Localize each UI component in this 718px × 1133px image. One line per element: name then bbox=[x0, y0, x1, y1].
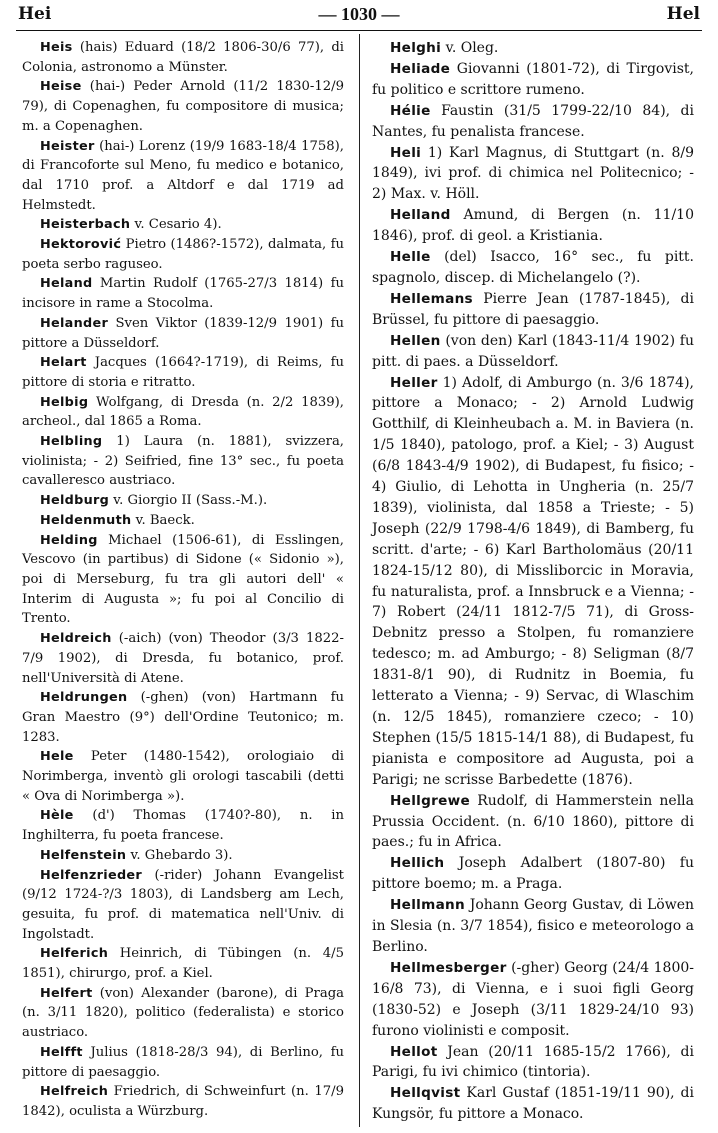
dictionary-entry bbox=[22, 984, 344, 1043]
entry-headword: Helbling bbox=[40, 434, 103, 450]
dictionary-entry bbox=[372, 331, 694, 373]
dictionary-entry bbox=[22, 1082, 344, 1121]
entry-text: (von) Alexander (barone), di Praga (n. 3/11 1820), politico (federalista) e storico austriaco. bbox=[22, 985, 344, 1041]
page-number: — 1030 — bbox=[318, 4, 400, 24]
entry-headword: Heis bbox=[40, 40, 73, 55]
dictionary-entry bbox=[22, 531, 344, 630]
dictionary-entry bbox=[372, 1083, 694, 1125]
dictionary-entry bbox=[22, 629, 344, 688]
dictionary-entry bbox=[22, 393, 344, 432]
entry-headword: Helland bbox=[390, 207, 451, 224]
entry-headword: Helfenzrieder bbox=[40, 867, 143, 883]
entry-headword: Helfert bbox=[40, 985, 93, 1001]
entry-text: 1) Laura (n. 1881), svizzera, violinista; - 2) Seifried, fine 13° sec., fu poeta cavalleresco austriaco. bbox=[22, 434, 344, 489]
entry-headword: Helle bbox=[390, 249, 431, 266]
entry-headword: Helfreich bbox=[40, 1084, 109, 1100]
dictionary-entry bbox=[22, 866, 344, 945]
entry-text: Jacques (1664?-1719), di Reims, fu pittore di storia e ritratto. bbox=[22, 355, 344, 390]
entry-text: Pietro (1486?-1572), dalmata, fu poeta serbo raguseo. bbox=[22, 237, 344, 272]
dictionary-entry bbox=[22, 38, 344, 77]
dictionary-entry bbox=[22, 314, 344, 353]
entry-text: (del) Isacco, 16° sec., fu pitt. spagnolo, discep. di Michelangelo (?). bbox=[372, 249, 694, 286]
header-left-guideword: Hei bbox=[18, 4, 52, 24]
dictionary-entry bbox=[372, 101, 694, 143]
entry-headword: Hellmann bbox=[390, 897, 466, 914]
entry-text: 1) Karl Magnus, di Stuttgart (n. 8/9 1849), ivi prof. di chimica nel Politecnico; - 2) Max. v. Höll. bbox=[372, 144, 694, 203]
dictionary-entry bbox=[22, 688, 344, 747]
entry-text: Giovanni (1801-72), di Tirgovist, fu politico e scrittore rumeno. bbox=[372, 60, 694, 98]
entry-text: Jean (20/11 1685-15/2 1766), di Parigi, fu ivi chimico (tintoria). bbox=[372, 1043, 694, 1081]
entry-text: Julius (1818-28/3 94), di Berlino, fu pittore di paesaggio. bbox=[22, 1044, 344, 1080]
entry-text: Friedrich, di Schweinfurt (n. 17/9 1842), oculista a Würzburg. bbox=[22, 1084, 344, 1119]
entry-headword: Hellen bbox=[390, 332, 441, 349]
dictionary-entry bbox=[22, 137, 344, 216]
dictionary-entry bbox=[372, 59, 694, 101]
entry-text: 1) Adolf, di Amburgo (n. 3/6 1874), pittore a Monaco; - 2) Arnold Ludwig Gotthilf, di Kleinheubach a. M. in Baviera (n. 1/5 1840), patologo, prof. a Kiel; - 3) August (6/8 1843-4/9 1902), di Budapest, fu fisico; - 4) Giulio, di Lehotta in Ungheria (n. 25/7 1839), violinista, dal 1858 a Trieste; - 5) Joseph (22/9 1798-4/6 1849), di Bamberg, fu scritt. d'arte; - 6) Karl Bartholomäus (20/11 1824-15/12 80), di Missliborcic in Moravia, fu naturalista, prof. a Innsbruck e a Vienna; - 7) Robert (24/11 1812-7/5 71), di Gross-Debnitz presso a Stolpen, fu romanziere tedesco; m. ad Amburgo; - 8) Seligman (8/7 1831-8/1 90), di Rudnitz in Boemia, fu letterato a Vienna; - 9) Servac, di Wlaschim (n. 12/5 1845), romanziere czeco; - 10) Stephen (15/5 1815-14/1 88), di Budapest, fu pianista e compositore ad Augusta, poi a Parigi; ne scrisse Barbedette (1876). bbox=[372, 374, 694, 788]
entry-text: Karl Gustaf (1851-19/11 90), di Kungsör, fu pittore a Monaco. bbox=[372, 1085, 694, 1123]
entry-headword: Heise bbox=[40, 79, 82, 95]
dictionary-entry bbox=[372, 895, 694, 958]
page-header bbox=[18, 4, 700, 28]
entry-text: v. Baeck. bbox=[131, 512, 195, 528]
entry-text: (-gher) Georg (24/4 1800-16/8 73), di Vienna, e i suoi figli Georg (1830-52) e Joseph (3/11 1829-24/10 93) furono violinisti e composit. bbox=[372, 959, 694, 1039]
entry-text: (hai-) Peder Arnold (11/2 1830-12/9 79), di Copenaghen, fu compositore di musica; m. a Copenaghen. bbox=[22, 79, 344, 134]
dictionary-entry bbox=[372, 958, 694, 1042]
entry-headword: Helghi bbox=[390, 40, 442, 56]
dictionary-entry bbox=[372, 853, 694, 895]
header-rule bbox=[16, 30, 702, 31]
dictionary-entry bbox=[372, 791, 694, 854]
entry-headword: Heldenmuth bbox=[40, 512, 132, 528]
entry-headword: Hellot bbox=[390, 1043, 438, 1060]
entry-text: v. Giorgio II (Sass.-M.). bbox=[109, 493, 268, 509]
entry-text: (d') Thomas (1740?-80), n. in Inghilterra, fu poeta francese. bbox=[22, 808, 344, 844]
entry-headword: Heldreich bbox=[40, 631, 112, 647]
dictionary-entry bbox=[22, 1043, 344, 1082]
entry-headword: Helfenstein bbox=[40, 847, 127, 863]
entry-headword: Heldrungen bbox=[40, 690, 128, 706]
entry-headword: Heli bbox=[390, 144, 422, 161]
entry-headword: Heland bbox=[40, 276, 93, 292]
entry-text: Pierre Jean (1787-1845), di Brüssel, fu pittore di paesaggio. bbox=[372, 290, 694, 328]
entry-headword: Helferich bbox=[40, 946, 109, 962]
entry-text: Rudolf, di Hammerstein nella Prussia Occident. (n. 6/10 1860), pittore di paes.; fu in Africa. bbox=[372, 792, 694, 851]
entry-headword: Heister bbox=[40, 138, 95, 154]
entry-headword: Hèle bbox=[40, 808, 74, 824]
entry-headword: Helfft bbox=[40, 1044, 83, 1060]
entry-text: Johann Georg Gustav, di Löwen in Slesia (n. 3/7 1854), fisico e meteorologo a Berlino. bbox=[372, 897, 694, 955]
header-right-guideword: Hel bbox=[666, 4, 700, 24]
entry-text: v. Oleg. bbox=[441, 40, 499, 56]
entry-headword: Helart bbox=[40, 355, 87, 371]
entry-headword: Heller bbox=[390, 374, 438, 391]
dictionary-entry bbox=[22, 353, 344, 392]
dictionary-entry bbox=[22, 235, 344, 274]
dictionary-entry bbox=[22, 806, 344, 845]
dictionary-entry bbox=[22, 491, 344, 511]
entry-headword: Helbig bbox=[40, 394, 89, 410]
entry-headword: Hektorović bbox=[40, 237, 122, 253]
dictionary-entry bbox=[22, 77, 344, 136]
entry-text: Peter (1480-1542), orologiaio di Norimberga, inventò gli orologi tascabili (detti « Ova di Norimberga »). bbox=[22, 749, 344, 804]
dictionary-entry bbox=[372, 289, 694, 331]
entry-headword: Heliade bbox=[390, 60, 451, 77]
entry-headword: Hele bbox=[40, 749, 74, 765]
entry-headword: Hellqvist bbox=[390, 1085, 461, 1102]
dictionary-entry bbox=[22, 944, 344, 983]
dictionary-entry bbox=[372, 1042, 694, 1084]
dictionary-entry bbox=[372, 205, 694, 247]
entry-text: Joseph Adalbert (1807-80) fu pittore boemo; m. a Praga. bbox=[372, 855, 694, 893]
left-column bbox=[22, 38, 344, 1122]
entry-text: (hai-) Lorenz (19/9 1683-18/4 1758), di Francoforte sul Meno, fu medico e botanico, dal 1710 prof. a Altdorf e dal 1719 ad Helmstedt. bbox=[22, 138, 344, 213]
entry-text: (-aich) (von) Theodor (3/3 1822-7/9 1902), di Dresda, fu botanico, prof. nell'Università di Atene. bbox=[22, 631, 344, 686]
dictionary-entry bbox=[22, 511, 344, 531]
dictionary-entry bbox=[372, 247, 694, 289]
dictionary-entry bbox=[22, 215, 344, 235]
dictionary-entry bbox=[22, 432, 344, 491]
dictionary-entry bbox=[372, 38, 694, 59]
entry-text: (hais) Eduard (18/2 1806-30/6 77), di Colonia, astronomo a Münster. bbox=[22, 40, 344, 75]
column-divider bbox=[359, 34, 360, 1127]
entry-headword: Heldburg bbox=[40, 493, 110, 509]
entry-text: Wolfgang, di Dresda (n. 2/2 1839), archeol., dal 1865 a Roma. bbox=[22, 394, 344, 430]
dictionary-entry bbox=[22, 747, 344, 806]
dictionary-entry bbox=[22, 846, 344, 866]
entry-text: (-ghen) (von) Hartmann fu Gran Maestro (9°) dell'Ordine Teutonico; m. 1283. bbox=[22, 690, 344, 745]
entry-text: v. Cesario 4). bbox=[130, 217, 222, 233]
entry-headword: Heisterbach bbox=[40, 217, 131, 233]
entry-text: (von den) Karl (1843-11/4 1902) fu pitt. di paes. a Düsseldorf. bbox=[372, 332, 694, 370]
entry-text: (-rider) Johann Evangelist (9/12 1724-?/3 1803), di Landsberg am Lech, gesuita, fu prof. di matematica nell'Univ. di Ingolstadt. bbox=[22, 867, 344, 942]
dictionary-entry bbox=[372, 373, 694, 791]
dictionary-entry bbox=[22, 274, 344, 313]
right-column bbox=[372, 38, 694, 1125]
entry-text: Michael (1506-61), di Esslingen, Vescovo (in partibus) di Sidone (« Sidonio »), poi di Merseburg, fu tra gli autori dell' « Interim di Augusta »; fu poi al Concilio di Trento. bbox=[22, 532, 344, 627]
entry-text: v. Ghebardo 3). bbox=[126, 847, 233, 863]
dictionary-entry bbox=[372, 143, 694, 206]
entry-text: Heinrich, di Tübingen (n. 4/5 1851), chirurgo, prof. a Kiel. bbox=[22, 946, 344, 982]
entry-headword: Hellmesberger bbox=[390, 959, 507, 976]
entry-text: Faustin (31/5 1799-22/10 84), di Nantes, fu penalista francese. bbox=[372, 102, 694, 140]
entry-text: Martin Rudolf (1765-27/3 1814) fu incisore in rame a Stocolma. bbox=[22, 276, 344, 312]
entry-headword: Hellemans bbox=[390, 290, 473, 307]
entry-headword: Hellgrewe bbox=[390, 792, 471, 809]
entry-headword: Helander bbox=[40, 315, 109, 331]
entry-text: Sven Viktor (1839-12/9 1901) fu pittore a Düsseldorf. bbox=[22, 315, 344, 351]
entry-headword: Hélie bbox=[390, 102, 431, 119]
entry-text: Amund, di Bergen (n. 11/10 1846), prof. di geol. a Kristiania. bbox=[372, 207, 694, 245]
entry-headword: Hellich bbox=[390, 855, 445, 872]
entry-headword: Helding bbox=[40, 532, 98, 548]
